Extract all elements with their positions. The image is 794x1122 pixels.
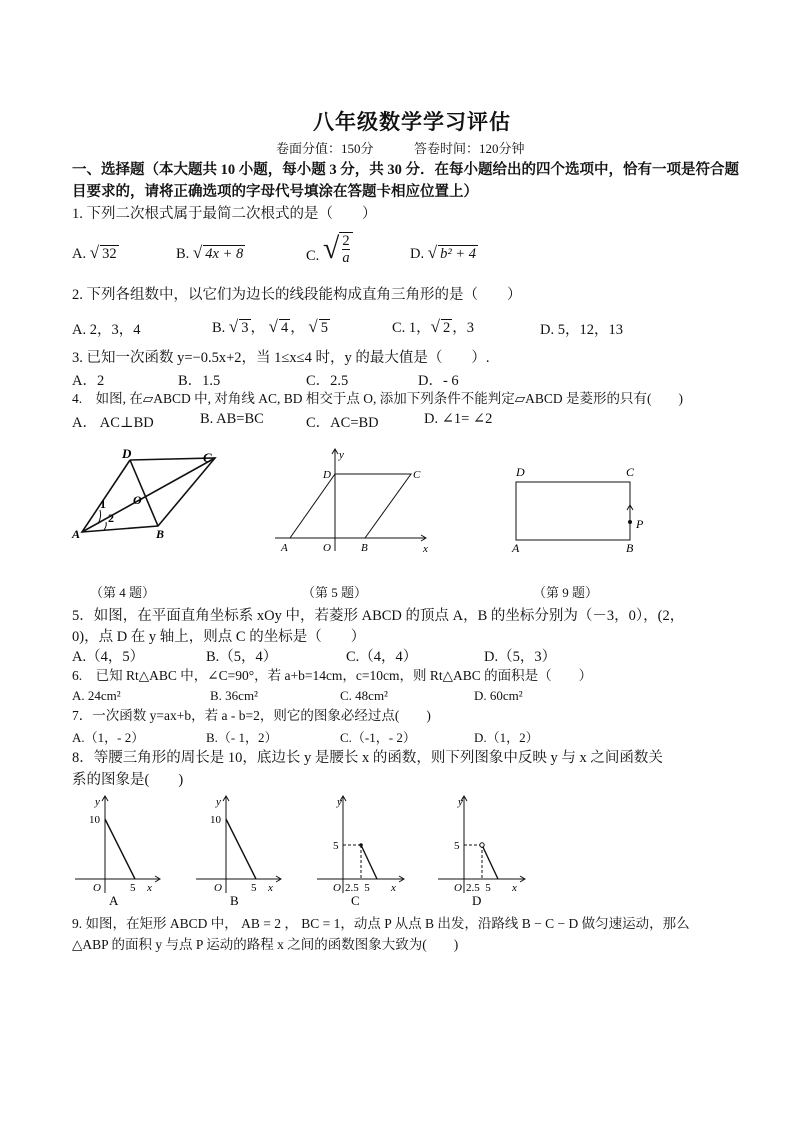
q3-option-d: D．- 6: [418, 373, 459, 389]
q1-option-d: [410, 243, 478, 263]
fig9-label-b: B: [626, 541, 634, 555]
q6-option-d: D. 60cm²: [474, 688, 523, 703]
fig9-label-a: A: [512, 541, 520, 555]
q8d-origin: O: [454, 882, 462, 894]
q5-option-a: A.（4，5）: [72, 649, 145, 665]
q8d-xticks: 2.5 5: [466, 882, 491, 894]
q1-option-c: [306, 232, 353, 266]
q1-b-label: B.: [176, 246, 190, 262]
q4-option-a: A． AC⊥BD: [72, 415, 154, 431]
time-info: 答卷时间：120分钟: [414, 141, 525, 156]
q5-stem-cont: 0)，点 D 在 y 轴上，则点 C 的坐标是（ ）: [72, 629, 366, 645]
q1-option-a: [72, 243, 119, 263]
q1-d-radicand: b² + 4: [440, 246, 476, 262]
figure-4-parallelogram: [70, 446, 220, 546]
q3-stem: 3. 已知一次函数 y=−0.5x+2，当 1≤x≤4 时，y 的最大值是（ ）.: [72, 350, 490, 366]
q8b-xl: x: [268, 882, 273, 894]
sqrt-symbol-icon: √: [228, 317, 239, 336]
fig9-label-d: D: [516, 465, 525, 479]
q1-a-label: A.: [72, 246, 87, 262]
q8c-label: C: [351, 893, 360, 908]
fig4-angle-1: 1: [100, 497, 106, 511]
q8-graph-c: [317, 793, 407, 908]
q8-graph-b: [196, 793, 286, 908]
figure-5-caption: （第 5 题）: [302, 585, 368, 600]
q2-c-label: C. 1，: [392, 320, 431, 336]
q2-c-tail: ，3: [452, 320, 475, 336]
point-p-marker: [628, 520, 632, 524]
figure-9-caption: （第 9 题）: [533, 585, 599, 600]
q1-a-radicand: 32: [102, 246, 117, 262]
q8c-point: [359, 843, 363, 847]
fig4-label-d: D: [122, 446, 132, 461]
q1-c-denominator: a: [342, 250, 350, 266]
fig5-label-b: B: [361, 542, 368, 554]
q5-stem: 5．如图，在平面直角坐标系 xOy 中，若菱形 ABCD 的顶点 A，B 的坐标分别为（－3，0），(2，: [72, 608, 685, 624]
q4-option-d: D. ∠1= ∠2: [424, 411, 493, 427]
q2-b-r1: 3: [241, 320, 249, 336]
q8d-open-point: [480, 843, 484, 847]
q7-option-d: D.（1，2）: [474, 730, 539, 745]
q9-stem-cont: △ABP 的面积 y 与点 P 运动的路程 x 之间的函数图象大致为( ): [72, 937, 459, 952]
sqrt-symbol-icon: √: [322, 232, 340, 265]
q4-option-c: C．AC=BD: [306, 415, 379, 431]
q8-stem-cont: 系的图象是( ): [72, 772, 184, 788]
q5-option-c: C.（4，4）: [346, 649, 418, 665]
section-heading: 一、选择题（本大题共 10 小题，每小题 3 分，共 30 分．在每小题给出的四个选项中，恰有一项是符合题: [72, 162, 739, 178]
score-info: 卷面分值：150分: [276, 141, 374, 156]
q8c-origin: O: [333, 882, 341, 894]
q7-option-b: B.（- 1，2）: [206, 730, 278, 745]
q2-c-radicand: 2: [443, 320, 451, 336]
sqrt-symbol-icon: √: [192, 243, 203, 262]
fig4-label-c: C: [203, 450, 212, 465]
fig5-label-d: D: [323, 469, 331, 481]
q2-option-a: A. 2，3，4: [72, 322, 141, 338]
page-title: 八年级数学学习评估: [313, 110, 511, 134]
q2-b-r3: 5: [320, 320, 328, 336]
q1-c-label: C.: [306, 248, 320, 264]
q2-option-b: B. √ 3 ， √ 4 ， √ 5: [212, 317, 328, 336]
sqrt-symbol-icon: √: [308, 317, 318, 336]
q1-b-radicand: 4x + 8: [205, 246, 244, 262]
q1-d-label: D.: [410, 246, 425, 262]
q8-stem: 8．等腰三角形的周长是 10，底边长 y 是腰长 x 的函数，则下列图象中反映 y 与 x 之间函数关: [72, 750, 663, 766]
q8c-yl: y: [337, 796, 342, 808]
q8a-xl: x: [147, 882, 152, 894]
q8d-label: D: [472, 893, 482, 908]
q6-stem: 6. 已知 Rt△ABC 中，∠C=90°，若 a+b=14cm，c=10cm，则 Rt△ABC 的面积是（ ）: [72, 668, 593, 683]
q4-stem: 4. 如图, 在▱ABCD 中, 对角线 AC, BD 相交于点 O, 添加下列条件不能判定▱ABCD 是菱形的只有( ): [72, 391, 684, 406]
fig4-label-o: O: [133, 493, 142, 507]
q8b-yl: y: [216, 796, 221, 808]
q8a-origin: O: [93, 882, 101, 894]
q2-option-c: [392, 316, 474, 337]
fig4-angle-2: 2: [108, 511, 114, 525]
figure-4-caption: （第 4 题）: [90, 585, 156, 600]
q6-option-a: A. 24cm²: [72, 688, 121, 703]
q8d-yl: y: [458, 796, 463, 808]
q8a-yl: y: [95, 796, 100, 808]
fig5-label-a: A: [281, 542, 288, 554]
fig9-label-c: C: [626, 465, 635, 479]
q1-stem: 1. 下列二次根式属于最简二次根式的是（ ）: [72, 206, 377, 222]
q8c-xticks: 2.5 5: [345, 882, 370, 894]
q4-option-b: B. AB=BC: [200, 411, 264, 427]
q8c-xl: x: [391, 882, 396, 894]
q8c-ytick: 5: [333, 840, 339, 852]
q2-b-r2: 4: [280, 320, 289, 336]
q8-graph-d: [438, 793, 528, 908]
q7-option-c: C.（-1，- 2）: [340, 730, 416, 745]
q5-option-b: B.（5，4）: [206, 649, 278, 665]
q3-option-c: C．2.5: [306, 373, 349, 389]
q8a-xtick: 5: [130, 882, 136, 894]
fig4-label-a: A: [72, 527, 81, 541]
q3-option-a: A．2: [72, 373, 105, 389]
sqrt-symbol-icon: √: [268, 317, 278, 336]
q8a-ytick: 10: [89, 814, 100, 826]
q1-c-numerator: 2: [342, 233, 350, 249]
q8b-label: B: [230, 893, 239, 908]
fig5-label-c: C: [413, 469, 421, 481]
sqrt-symbol-icon: √: [89, 243, 100, 262]
q9-stem: 9. 如图，在矩形 ABCD 中， AB = 2 ， BC = 1，动点 P 从点 B 出发，沿路线 B − C − D 做匀速运动，那么: [72, 916, 690, 931]
sqrt-symbol-icon: √: [430, 317, 441, 336]
q3-option-b: B．1.5: [178, 373, 221, 389]
fig5-label-o: O: [323, 542, 331, 554]
q8-graph-a: [75, 793, 165, 908]
sqrt-symbol-icon: √: [427, 243, 438, 262]
fig5-label-y: y: [339, 449, 344, 461]
q8b-xtick: 5: [251, 882, 257, 894]
q2-option-d: D. 5，12，13: [540, 322, 623, 338]
q2-b-label: B.: [212, 320, 226, 336]
q8d-xl: x: [512, 882, 517, 894]
figure-5-rhombus-axes: [275, 446, 440, 558]
q5-option-d: D.（5，3）: [484, 649, 557, 665]
q6-option-c: C. 48cm²: [340, 688, 388, 703]
q8d-ytick: 5: [454, 840, 460, 852]
q6-option-b: B. 36cm²: [210, 688, 258, 703]
fig9-label-p: P: [636, 517, 644, 531]
q1-option-b: [176, 243, 245, 263]
section-heading-cont: 目要求的，请将正确选项的字母代号填涂在答题卡相应位置上）: [72, 184, 478, 200]
fig5-label-x: x: [423, 543, 428, 555]
figure-9-rectangle: [508, 460, 658, 556]
q2-stem: 2. 下列各组数中，以它们为边长的线段能构成直角三角形的是（ ）: [72, 287, 522, 303]
q7-stem: 7．一次函数 y=ax+b，若 a - b=2，则它的图象必经过点( ): [72, 708, 431, 723]
q7-option-a: A.（1，- 2）: [72, 730, 145, 745]
q8b-ytick: 10: [210, 814, 221, 826]
q8a-label: A: [109, 893, 119, 908]
q8b-origin: O: [214, 882, 222, 894]
fig4-label-b: B: [156, 527, 165, 541]
